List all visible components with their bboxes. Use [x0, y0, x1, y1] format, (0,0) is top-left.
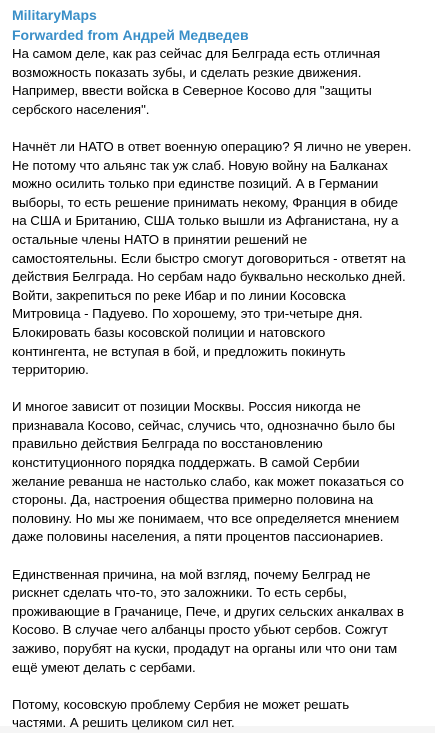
message-line: Начнёт ли НАТО в ответ военную операцию? Я лично не уверен. [12, 138, 412, 154]
forwarded-from-label[interactable]: Forwarded from Андрей Медведев [12, 27, 249, 43]
message-line: Войти, закрепиться по реке Ибар и по линии Косовска [12, 287, 346, 303]
message-line: территорию. [12, 362, 89, 378]
message-line: частями. А решить целиком сил нет. [12, 715, 235, 731]
message-paragraph [12, 696, 425, 733]
message-line: Косово. В случае чего албанцы просто убьют сербов. Сожгут [12, 622, 388, 638]
message-paragraph [12, 566, 425, 678]
message-line: возможность показать зубы, и сделать резкие движения. [12, 64, 362, 80]
message-line: Единственная причина, на мой взгляд, почему Белград не [12, 566, 371, 582]
channel-name[interactable]: MilitaryMaps [12, 7, 97, 23]
message-line: выборы, то есть решение принимать некому, Франция в обиде [12, 194, 398, 210]
message-text [12, 45, 425, 733]
message-paragraph [12, 45, 425, 119]
message-line: Потому, косовскую проблему Сербия не может решать [12, 696, 350, 712]
message-line: На самом деле, как раз сейчас для Белграда есть отличная [12, 46, 381, 61]
message-line: половину. Но мы же понимаем, что все определяется мнением [12, 510, 400, 526]
message-line: сербского населения". [12, 101, 150, 117]
message-line: признавала Косово, сейчас, случись что, однозначно было бы [12, 417, 396, 433]
message-line: на США и Британию, США только вышли из Афганистана, ну а [12, 213, 399, 229]
message-paragraph [12, 138, 425, 380]
message-line: заживо, порубят на куски, продадут на органы или что они там [12, 641, 398, 656]
message-line: проживающие в Грачанице, Пече, и других сельских анкалвах в [12, 603, 404, 619]
message-line: самостоятельны. Если быстро смогут договориться - ответят на [12, 250, 406, 266]
message-line: Митровица - Падуево. По хорошему, это три-четыре дня. [12, 306, 363, 322]
message-line: Например, ввести войска в Северное Косово для "защиты [12, 83, 372, 99]
message-line: И многое зависит от позиции Москвы. Россия никогда не [12, 399, 361, 415]
message-line: рискнет сделать что-то, это заложники. То есть сербы, [12, 585, 347, 601]
message-paragraph [12, 398, 425, 547]
message-line: ещё умеют делать с сербами. [12, 659, 196, 675]
message-line: Не потому что альянс так уж слаб. Новую войну на Балканах [12, 157, 388, 173]
message-line: остальные члены НАТО в принятии решений не [12, 231, 308, 247]
message-line: конституционного порядка поддержать. В самой Сербии [12, 455, 360, 471]
message-line: можно осилить только при единстве позиций. А в Германии [12, 176, 379, 192]
message-line: действия Белграда. Но сербам надо буквально несколько дней. [12, 269, 406, 285]
message-line: правильно действия Белграда по восстановлению [12, 436, 323, 452]
message-line: даже половины населения, а пяти процентов пассионариев. [12, 529, 384, 545]
message-line: стороны. Да, настроения общества примерно половина на [12, 492, 374, 508]
message-line: Блокировать базы косовской полиции и натовского [12, 324, 326, 340]
message-line: контингента, не вступая в бой, и предложить покинуть [12, 343, 346, 359]
message-line: желание реванша не настолько слабо, как может показаться со [12, 473, 404, 489]
